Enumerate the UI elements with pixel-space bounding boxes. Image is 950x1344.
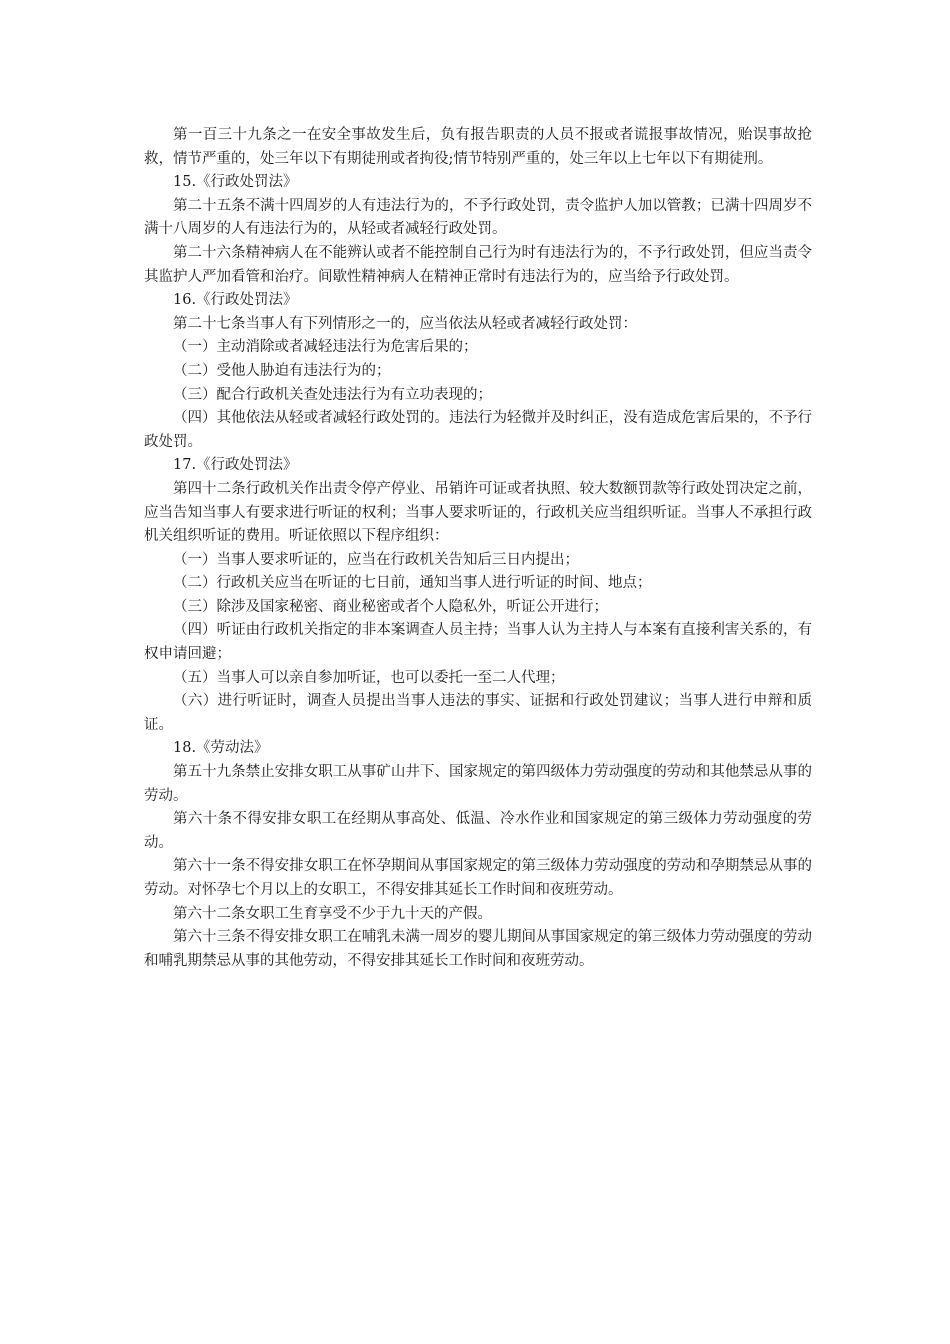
paragraph-article-61: 第六十一条不得安排女职工在怀孕期间从事国家规定的第三级体力劳动强度的劳动和孕期禁忌从事的劳动。对怀孕七个月以上的女职工，不得安排其延长工作时间和夜班劳动。 (144, 858, 812, 898)
list-item-42-4: （四）听证由行政机关指定的非本案调查人员主持；当事人认为主持人与本案有直接利害关系的，有权申请回避； (144, 622, 812, 663)
list-item-27-3: （三）配合行政机关查处违法行为有立功表现的； (173, 386, 492, 403)
paragraph-article-26: 第二十六条精神病人在不能辨认或者不能控制自己行为时有违法行为的，不予行政处罚，但应当责令其监护人严加看管和治疗。间歇性精神病人在精神正常时有违法行为的，应当给予行政处罚。 (144, 244, 812, 285)
list-item-27-2: （二）受他人胁迫有违法行为的； (173, 362, 391, 379)
paragraph-article-59: 第五十九条禁止安排女职工从事矿山井下、国家规定的第四级体力劳动强度的劳动和其他禁忌从事的劳动。 (144, 764, 812, 804)
heading-17-administrative-penalty-law: 17.《行政处罚法》 (173, 457, 298, 474)
list-item-42-5: （五）当事人可以亲自参加听证，也可以委托一至二人代理； (173, 669, 565, 686)
heading-15-administrative-penalty-law: 15.《行政处罚法》 (173, 174, 298, 191)
heading-16-administrative-penalty-law: 16.《行政处罚法》 (173, 292, 298, 309)
paragraph-article-60: 第六十条不得安排女职工在经期从事高处、低温、冷水作业和国家规定的第三级体力劳动强度的劳动。 (144, 811, 812, 851)
paragraph-article-42: 第四十二条行政机关作出责令停产停业、吊销许可证或者执照、较大数额罚款等行政处罚决定之前，应当告知当事人有要求进行听证的权利；当事人要求听证的，行政机关应当组织听证。当事人不承担行政机关组织听证的费用。听证依照以下程序组织： (144, 480, 812, 545)
paragraph-article-63: 第六十三条不得安排女职工在哺乳未满一周岁的婴儿期间从事国家规定的第三级体力劳动强度的劳动和哺乳期禁忌从事的其他劳动，不得安排其延长工作时间和夜班劳动。 (144, 929, 812, 969)
paragraph-article-62: 第六十二条女职工生育享受不少于九十天的产假。 (173, 905, 492, 922)
list-item-42-2: （二）行政机关应当在听证的七日前，通知当事人进行听证的时间、地点； (173, 575, 652, 592)
document-body (144, 124, 812, 973)
paragraph-article-27: 第二十七条当事人有下列情形之一的，应当依法从轻或者减轻行政处罚： (173, 315, 637, 332)
heading-18-labor-law: 18.《劳动法》 (173, 740, 269, 757)
list-item-27-1: （一）主动消除或者减轻违法行为危害后果的； (173, 339, 478, 356)
list-item-42-6: （六）进行听证时，调查人员提出当事人违法的事实、证据和行政处罚建议；当事人进行申辩和质证。 (144, 693, 812, 733)
paragraph-article-139-1: 第一百三十九条之一在安全事故发生后，负有报告职责的人员不报或者谎报事故情况，贻误事故抢救，情节严重的，处三年以下有期徒刑或者拘役;情节特别严重的，处三年以上七年以下有期徒刑。 (144, 127, 812, 167)
list-item-27-4: （四）其他依法从轻或者减轻行政处罚的。违法行为轻微并及时纠正，没有造成危害后果的，不予行政处罚。 (144, 410, 812, 450)
list-item-42-3: （三）除涉及国家秘密、商业秘密或者个人隐私外，听证公开进行； (173, 598, 608, 615)
list-item-42-1: （一）当事人要求听证的，应当在行政机关告知后三日内提出； (173, 551, 579, 568)
paragraph-article-25: 第二十五条不满十四周岁的人有违法行为的，不予行政处罚，责令监护人加以管教；已满十四周岁不满十八周岁的人有违法行为的，从轻或者减轻行政处罚。 (144, 197, 812, 238)
